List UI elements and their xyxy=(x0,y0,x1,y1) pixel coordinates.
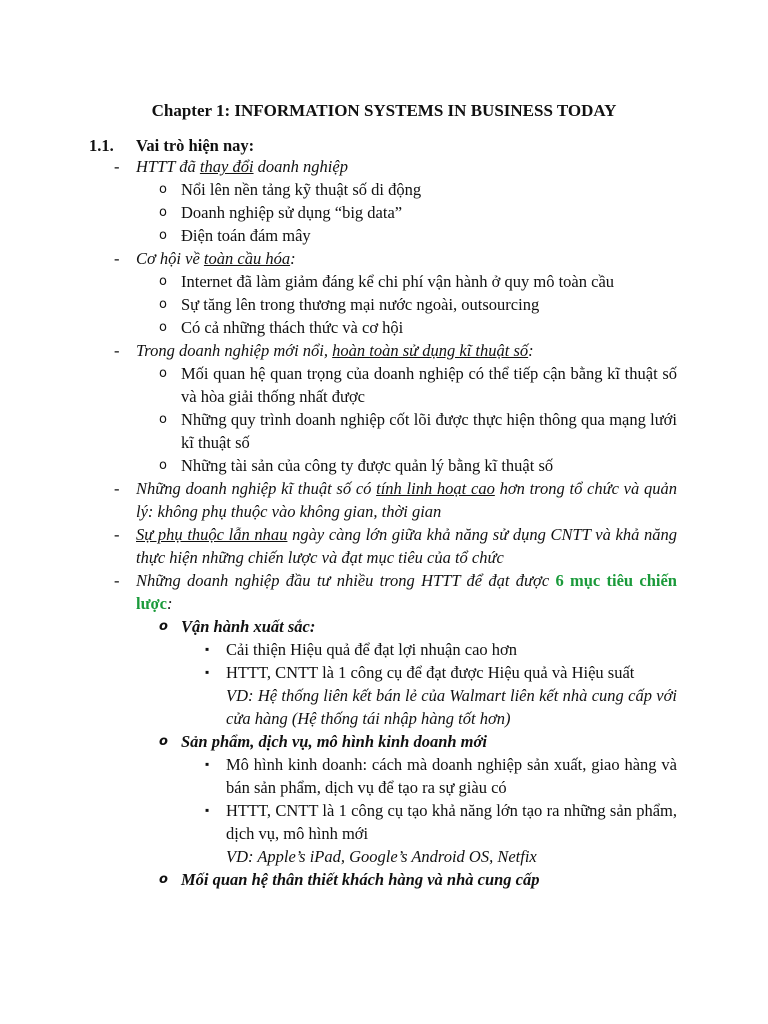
sub-item xyxy=(0,316,768,339)
highlight-term: 6 mục tiêu chiến lược xyxy=(136,571,677,613)
circle-marker: o xyxy=(159,228,167,243)
point-text: Cải thiện Hiệu quả để đạt lợi nhuận cao hơn xyxy=(226,640,517,659)
point-text: HTTT, CNTT là 1 công cụ để đạt được Hiệu quả và Hiệu suất xyxy=(226,663,635,682)
list-item xyxy=(0,247,768,270)
item-text: hơn trong tổ chức và quản lý: không phụ thuộc vào không gian, thời gian xyxy=(136,479,677,521)
sub-item-text: Điện toán đám mây xyxy=(181,226,311,245)
goal-point xyxy=(0,753,768,799)
sub-item-text: Có cả những thách thức và cơ hội xyxy=(181,318,404,337)
example-note: VD: Apple’s iPad, Google’s Android OS, Netfix xyxy=(226,847,537,866)
circle-marker: o xyxy=(159,320,167,335)
goal-point xyxy=(0,661,768,730)
item-text: Trong doanh nghiệp mới nổi, xyxy=(136,341,333,360)
goal-heading xyxy=(0,868,768,891)
circle-marker: o xyxy=(159,619,168,634)
underlined-term: tính linh hoạt cao xyxy=(376,479,495,498)
dash-marker: - xyxy=(114,525,120,544)
circle-marker: o xyxy=(159,297,167,312)
item-text: HTTT đã xyxy=(136,157,200,176)
list-item xyxy=(0,339,768,362)
circle-marker: o xyxy=(159,872,168,887)
sub-item-text: Nổi lên nền tảng kỹ thuật số di động xyxy=(181,180,422,199)
square-marker: ▪ xyxy=(205,757,210,771)
sub-item xyxy=(0,362,768,408)
item-text: : xyxy=(290,249,296,268)
underlined-term: thay đổi xyxy=(199,157,254,176)
goal-point xyxy=(0,638,768,661)
underlined-term: Sự phụ thuộc lẫn nhau xyxy=(136,525,288,544)
circle-marker: o xyxy=(159,274,167,289)
dash-marker: - xyxy=(114,249,120,268)
sub-item xyxy=(0,454,768,477)
item-text: : xyxy=(528,341,534,360)
item-text: ngày càng lớn giữa khả năng sử dụng CNTT và khả năng thực hiện những chiến lược và đạt mục tiêu của tổ chức xyxy=(136,525,678,567)
circle-marker: o xyxy=(159,458,167,473)
goal-heading xyxy=(0,730,768,753)
goal-heading xyxy=(0,615,768,638)
list-item xyxy=(0,477,768,523)
square-marker: ▪ xyxy=(205,665,210,679)
sub-item-text: Mối quan hệ quan trọng của doanh nghiệp có thể tiếp cận bằng kĩ thuật số và hòa giải thống nhất được xyxy=(181,364,677,406)
dash-marker: - xyxy=(114,571,120,590)
goal-title: Mối quan hệ thân thiết khách hàng và nhà cung cấp xyxy=(181,870,540,889)
section-number: 1.1. xyxy=(89,136,114,155)
circle-marker: o xyxy=(159,182,167,197)
dash-marker: - xyxy=(114,157,120,176)
circle-marker: o xyxy=(159,412,167,427)
outline-list xyxy=(0,155,768,891)
sub-item-text: Những quy trình doanh nghiệp cốt lõi được thực hiện thông qua mạng lưới kĩ thuật số xyxy=(181,410,677,452)
item-text: Cơ hội về xyxy=(136,249,204,268)
circle-marker: o xyxy=(159,205,167,220)
sub-item xyxy=(0,408,768,454)
sub-item xyxy=(0,201,768,224)
list-item xyxy=(0,569,768,615)
sub-item xyxy=(0,293,768,316)
item-text: Những doanh nghiệp đầu tư nhiều trong HTTT để đạt được xyxy=(136,571,556,590)
goal-title: Vận hành xuất sắc: xyxy=(181,617,316,636)
list-item xyxy=(0,155,768,178)
sub-item xyxy=(0,224,768,247)
sub-item xyxy=(0,270,768,293)
sub-item-text: Sự tăng lên trong thương mại nước ngoài, outsourcing xyxy=(181,295,540,314)
list-item xyxy=(0,523,768,569)
sub-item xyxy=(0,178,768,201)
dash-marker: - xyxy=(114,341,120,360)
section-heading xyxy=(89,134,254,157)
circle-marker: o xyxy=(159,734,168,749)
example-note: VD: Hệ thống liên kết bán lẻ của Walmart liên kết nhà cung cấp với cửa hàng (Hệ thống tái nhập hàng tốt hơn) xyxy=(226,686,677,728)
circle-marker: o xyxy=(159,366,167,381)
item-text: Những doanh nghiệp kĩ thuật số có xyxy=(136,479,377,498)
goal-point xyxy=(0,799,768,868)
square-marker: ▪ xyxy=(205,642,210,656)
underlined-term: hoàn toàn sử dụng kĩ thuật số xyxy=(332,341,529,360)
item-text: doanh nghiệp xyxy=(253,157,348,176)
section-title: Vai trò hiện nay: xyxy=(136,136,255,155)
dash-marker: - xyxy=(114,479,120,498)
sub-item-text: Internet đã làm giảm đáng kể chi phí vận hành ở quy mô toàn cầu xyxy=(181,272,615,291)
underlined-term: toàn cầu hóa xyxy=(203,249,291,268)
point-text: HTTT, CNTT là 1 công cụ tạo khả năng lớn tạo ra những sản phẩm, dịch vụ, mô hình mới xyxy=(226,801,677,843)
sub-item-text: Doanh nghiệp sử dụng “big data” xyxy=(181,203,403,222)
chapter-title: Chapter 1: INFORMATION SYSTEMS IN BUSINESS TODAY xyxy=(151,101,617,120)
item-text: : xyxy=(166,594,173,613)
sub-item-text: Những tài sản của công ty được quản lý bằng kĩ thuật số xyxy=(181,456,554,475)
square-marker: ▪ xyxy=(205,803,210,817)
goal-title: Sản phẩm, dịch vụ, mô hình kinh doanh mới xyxy=(181,732,487,751)
point-text: Mô hình kinh doanh: cách mà doanh nghiệp sản xuất, giao hàng và bán sản phẩm, dịch vụ để tạo ra sự giàu có xyxy=(226,755,677,797)
